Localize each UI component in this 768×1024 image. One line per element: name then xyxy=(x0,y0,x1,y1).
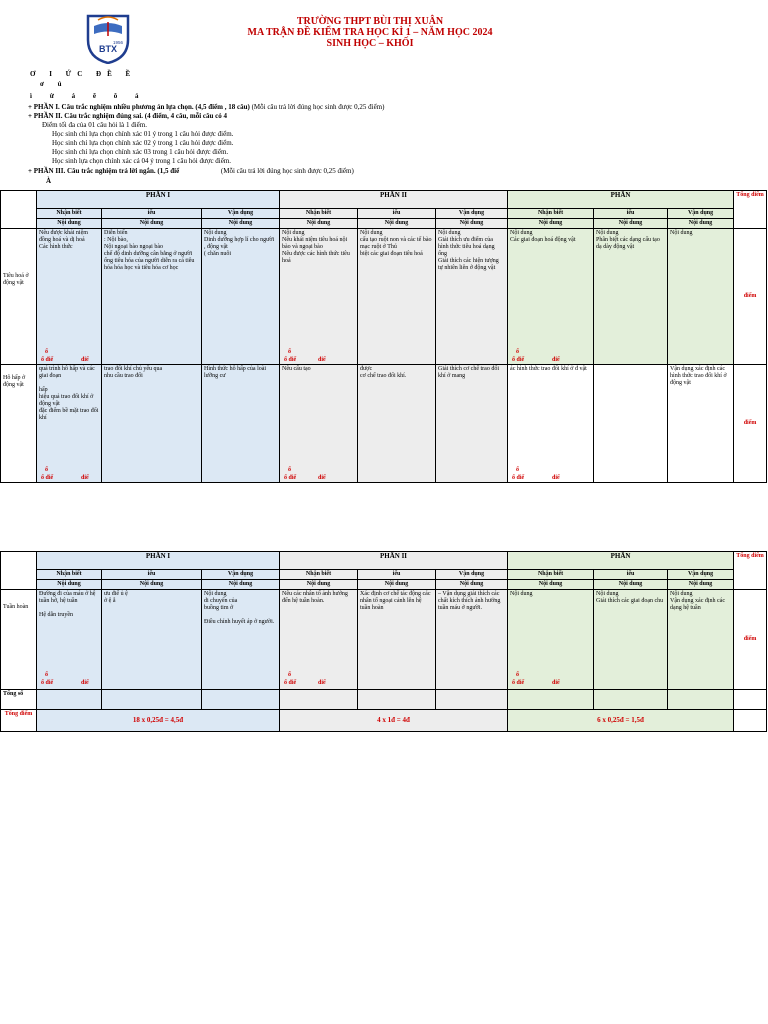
content-cell: trao đổi khí chủ yếu qua nhu cầu trao đổi xyxy=(102,365,202,483)
logo-year: 1956 xyxy=(112,40,124,45)
noi-dung-header: Nội dung xyxy=(436,219,508,229)
matrix-table-2 xyxy=(0,551,767,732)
phan2-sum: 4 x 1đ = 4đ xyxy=(280,710,508,732)
row-points: điểm xyxy=(734,365,767,483)
meta-line-a: Ơ I ỨC ĐỀ Ề xyxy=(30,70,137,78)
phan3-sum: 6 x 0,25đ = 1,5đ xyxy=(508,710,734,732)
level-van-dung: Vận dụng xyxy=(202,570,280,580)
school-name: TRƯỜNG THPT BÙI THỊ XUÂN xyxy=(296,16,444,27)
content-cell: Nội dung Dinh dưỡng hợp lí cho người , động vật ( chăn nuôi xyxy=(202,229,280,365)
level-nhan-biet: Nhận biết xyxy=(280,570,358,580)
tong-so-label: Tổng số xyxy=(1,690,37,710)
level-van-dung: Vận dụng xyxy=(436,209,508,219)
content-cell: Nội dung ố ố điể điể xyxy=(508,590,594,690)
level-van-dung: Vận dụng xyxy=(436,570,508,580)
total-cell xyxy=(202,690,280,710)
level-nhan-biet: Nhận biết xyxy=(37,570,102,580)
table-row xyxy=(1,590,767,690)
grand-total-cell xyxy=(734,710,767,732)
level-thong-hieu: iểu xyxy=(102,209,202,219)
total-points-row xyxy=(1,710,767,732)
total-cell xyxy=(358,690,436,710)
tong-diem-label: Tổng điểm xyxy=(1,710,37,732)
content-cell: Nội dung Giải thích các giai đoạn chu xyxy=(594,590,668,690)
phan3-header: PHẦN xyxy=(508,191,734,209)
total-cell xyxy=(594,690,668,710)
content-cell: Nêu cấu tạo ố ố điể điể xyxy=(280,365,358,483)
total-cell xyxy=(508,690,594,710)
level-thong-hieu: iểu xyxy=(358,570,436,580)
noi-dung-header: Nội dung xyxy=(37,580,102,590)
content-cell: Nêu các nhân tố ảnh hưởng đến hệ tuần hoàn. ố ố điể điể xyxy=(280,590,358,690)
content-cell xyxy=(594,365,668,483)
level-nhan-biet: Nhận biết xyxy=(280,209,358,219)
meta-line-c: ì ừ á ẽ ô ả xyxy=(30,92,147,100)
corner-cell xyxy=(1,191,37,229)
matrix-table-1 xyxy=(0,190,767,483)
corner-cell xyxy=(1,552,37,590)
phan1-header: PHẦN I xyxy=(37,191,280,209)
content-cell: Xác định cơ chế tác động các nhân tố ngoại cảnh lên hệ tuần hoàn xyxy=(358,590,436,690)
level-nhan-biet: Nhận biết xyxy=(37,209,102,219)
topic-cell: Tiêu hoá ở động vật xyxy=(1,229,37,365)
noi-dung-header: Nội dung xyxy=(508,219,594,229)
phan1-header: PHẦN I xyxy=(37,552,280,570)
meta-part2-line-1: Học sinh chỉ lựa chọn chính xác 01 ý trong 1 câu hỏi được điểm. xyxy=(52,130,234,138)
content-cell: ưu điể ủ ệ ở ệ ẫ xyxy=(102,590,202,690)
level-thong-hieu: iểu xyxy=(594,570,668,580)
content-cell: Giải thích cơ chế trao đổi khí ở mang xyxy=(436,365,508,483)
noi-dung-header: Nội dung xyxy=(668,219,734,229)
content-cell: Vận dụng xác định các hình thức trao đổi khí ở động vật xyxy=(668,365,734,483)
phan2-header: PHẦN II xyxy=(280,552,508,570)
content-cell: – Vận dụng giải thích các chất kích thích ảnh hưởng tuần máu ở người. xyxy=(436,590,508,690)
total-cell xyxy=(37,690,102,710)
level-thong-hieu: iểu xyxy=(102,570,202,580)
meta-part2: + PHẦN II. Câu trắc nghiệm đúng sai. (4 điểm, 4 câu, mỗi câu có 4 xyxy=(28,112,228,120)
noi-dung-header: Nội dung xyxy=(594,219,668,229)
table-row xyxy=(1,229,767,365)
meta-part2-line-4: Học sinh lựa chọn chính xác cả 04 ý trong 1 câu hỏi được điểm. xyxy=(52,157,232,165)
content-cell: Nêu được khái niệm đồng hoá và dị hoá Các hình thức ố ố điể điể xyxy=(37,229,102,365)
meta-part2-line-3: Học sinh chỉ lựa chọn chính xác 03 trong 1 câu hỏi được điểm. xyxy=(52,148,229,156)
noi-dung-header: Nội dung xyxy=(202,580,280,590)
content-cell: Nội dung di chuyển của buồng tim ở Điều chỉnh huyết áp ở người. xyxy=(202,590,280,690)
content-cell: Nội dung Vận dụng xác định các dạng hệ tuần xyxy=(668,590,734,690)
topic-cell: Tuần hoàn xyxy=(1,590,37,690)
content-cell: Nội dung Phân biệt các dạng cấu tạo dạ dày động vật xyxy=(594,229,668,365)
topic-cell: Hô hấp ở động vật xyxy=(1,365,37,483)
meta-line-last: À xyxy=(46,177,52,185)
meta-part3: + PHẦN III. Câu trắc nghiệm trả lời ngắn. (1,5 điể (Mỗi câu trả lời đúng học sinh được 0,25 điểm) xyxy=(28,167,354,175)
content-cell: Nội dung cấu tạo ruột non và các tế bào mạc ruột ở Thú biệt các giai đoạn tiêu hoá xyxy=(358,229,436,365)
noi-dung-header: Nội dung xyxy=(280,580,358,590)
content-cell: Nội dung xyxy=(668,229,734,365)
level-van-dung: Vận dụng xyxy=(202,209,280,219)
logo-text: BTX xyxy=(99,44,117,54)
content-cell: Diễn biến : Nội bào, Nội ngoại bào ngoại bào chế độ dinh dưỡng cân bằng ở người ống tiêu hóa của người diễn ra cá tiêu hóa hóa học và tiêu hóa cơ học xyxy=(102,229,202,365)
level-nhan-biet: Nhận biết xyxy=(508,209,594,219)
document-header xyxy=(230,16,510,49)
noi-dung-header: Nội dung xyxy=(594,580,668,590)
total-count-row xyxy=(1,690,767,710)
school-logo xyxy=(84,12,132,64)
total-cell xyxy=(668,690,734,710)
total-cell xyxy=(280,690,358,710)
noi-dung-header: Nội dung xyxy=(102,580,202,590)
tong-diem-header: Tổng điểm xyxy=(734,191,767,229)
row-points: điểm xyxy=(734,590,767,690)
noi-dung-header: Nội dung xyxy=(436,580,508,590)
level-thong-hieu: iểu xyxy=(594,209,668,219)
meta-part2-line-2: Học sinh chỉ lựa chọn chính xác 02 ý trong 1 câu hỏi được điểm. xyxy=(52,139,234,147)
total-cell xyxy=(734,690,767,710)
noi-dung-header: Nội dung xyxy=(668,580,734,590)
content-cell: ác hình thức trao đổi khí ở đ vật ố ố điể điể xyxy=(508,365,594,483)
meta-part2-line-0: Điểm tối đa của 01 câu hỏi là 1 điểm. xyxy=(42,121,147,129)
phan1-sum: 18 x 0,25đ = 4,5đ xyxy=(37,710,280,732)
noi-dung-header: Nội dung xyxy=(508,580,594,590)
noi-dung-header: Nội dung xyxy=(280,219,358,229)
content-cell: Hình thức hô hấp của loài lưỡng cư xyxy=(202,365,280,483)
doc-title: MA TRẬN ĐỀ KIỂM TRA HỌC KÌ 1 – NĂM HỌC 2024 xyxy=(247,27,493,38)
level-thong-hieu: iểu xyxy=(358,209,436,219)
phan2-header: PHẦN II xyxy=(280,191,508,209)
content-cell: Nội dung Các giai đoạn hoá động vật ố ố điể điể xyxy=(508,229,594,365)
total-cell xyxy=(102,690,202,710)
noi-dung-header: Nội dung xyxy=(37,219,102,229)
total-cell xyxy=(436,690,508,710)
content-cell: được cơ chế trao đổi khí. xyxy=(358,365,436,483)
noi-dung-header: Nội dung xyxy=(202,219,280,229)
level-van-dung: Vận dụng xyxy=(668,209,734,219)
tong-diem-header: Tổng điểm xyxy=(734,552,767,590)
noi-dung-header: Nội dung xyxy=(358,580,436,590)
meta-line-b: ơ ủ xyxy=(40,80,68,88)
row-points: điểm xyxy=(734,229,767,365)
doc-subject: SINH HỌC – KHỐI xyxy=(326,38,414,49)
content-cell: quá trình hô hấp và các giai đoạn hấp hiệu quả trao đổi khí ở động vật đặc điểm bề mặt trao đổi khí ố ố điể điể xyxy=(37,365,102,483)
meta-part1: + PHẦN I. Câu trắc nghiệm nhiều phương án lựa chọn. (4,5 điểm , 18 câu) (Mỗi câu trả lời đúng học sinh được 0,25 điểm) xyxy=(28,103,385,111)
content-cell: Nội dung Nêu khái niệm tiêu hoá nội bào và ngoại bào Nêu được các hình thức tiêu hoá ố ố điể điể xyxy=(280,229,358,365)
content-cell: Đường đi của máu ở hệ tuần hở, hệ tuần Hệ dẫn truyền ố ố điể điể xyxy=(37,590,102,690)
content-cell: Nội dung Giải thích ưu điểm của hình thức tiêu hoá dạng ống Giải thích các hiện tượng tự nhiên liên ở động vật xyxy=(436,229,508,365)
noi-dung-header: Nội dung xyxy=(102,219,202,229)
level-nhan-biet: Nhận biết xyxy=(508,570,594,580)
noi-dung-header: Nội dung xyxy=(358,219,436,229)
phan3-header: PHẦN xyxy=(508,552,734,570)
table-row xyxy=(1,365,767,483)
level-van-dung: Vận dụng xyxy=(668,570,734,580)
